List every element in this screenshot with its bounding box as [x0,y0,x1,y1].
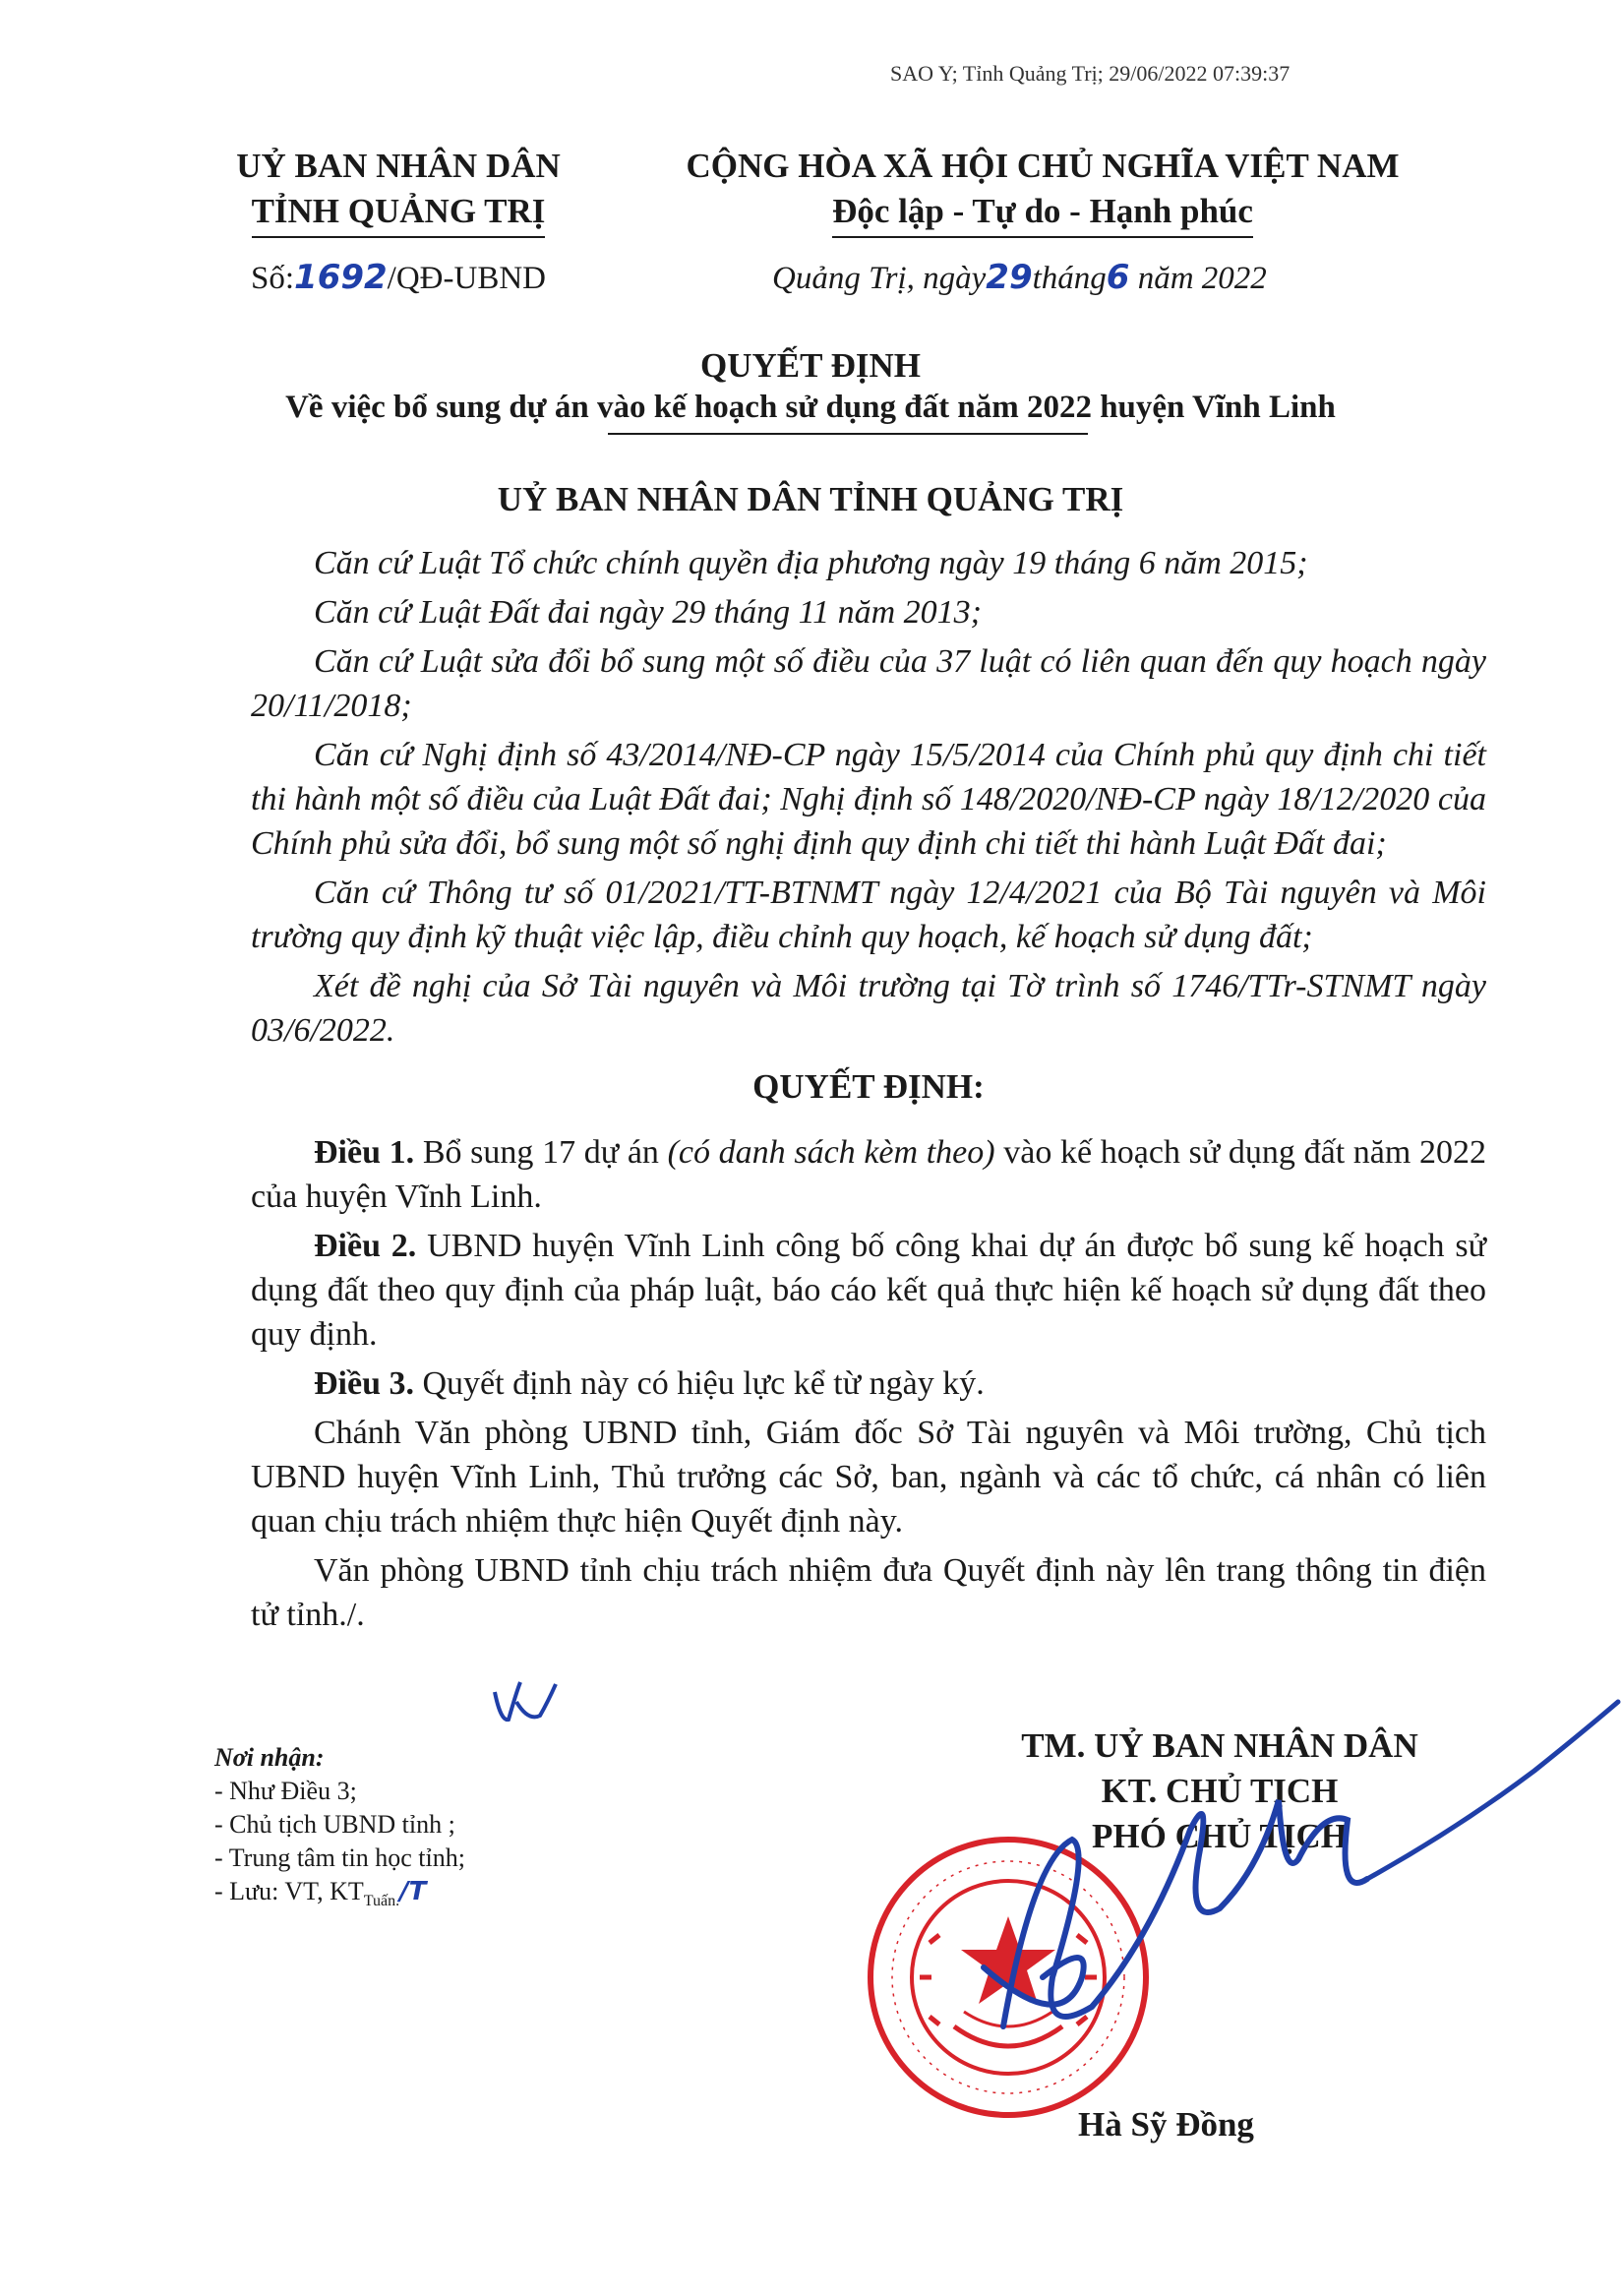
signer-line-1: TM. UỶ BAN NHÂN DÂN [1021,1726,1418,1765]
closing-paragraph: Chánh Văn phòng UBND tỉnh, Giám đốc Sở Tài nguyên và Môi trường, Chủ tịch UBND huyện Vĩnh Linh, Thủ trưởng các Sở, ban, ngành và các tổ chức, cá nhân có liên quan chịu trách nhiệm thực hiện Quyết định này. [251,1415,1486,1540]
recipient-item: - Như Điều 3; [214,1777,357,1805]
legal-basis: Xét đề nghị của Sở Tài nguyên và Môi trường tại Tờ trình số 1746/TTr-STNMT ngày 03/6/2022. [251,968,1486,1049]
article-2-label: Điều 2. [314,1228,417,1264]
date-month-word: tháng [1032,261,1107,296]
national-motto [630,144,1456,238]
legal-basis: Căn cứ Luật sửa đổi bổ sung một số điều của 37 luật có liên quan đến quy hoạch ngày 20/11/2018; [251,643,1486,724]
article-1-text-a: Bổ sung 17 dự án [414,1134,668,1171]
issue-date [772,258,1267,297]
recipient-item: - Chủ tịch UBND tỉnh ; [214,1810,455,1839]
article-3 [251,1361,1486,1406]
signer-line-3: PHÓ CHỦ TỊCH [1092,1817,1348,1855]
signer-line-2: KT. CHỦ TỊCH [1101,1772,1339,1810]
legal-basis: Căn cứ Nghị định số 43/2014/NĐ-CP ngày 15/5/2014 của Chính phủ quy định chi tiết thi hành một số điều của Luật Đất đai; Nghị định số 148/2020/NĐ-CP ngày 18/12/2020 của Chính phủ sửa đổi, bổ sung một số nghị định quy định chi tiết thi hành Luật Đất đai; [251,737,1486,862]
legal-basis: Căn cứ Luật Tổ chức chính quyền địa phương ngày 19 tháng 6 năm 2015; [314,545,1308,581]
article-1-note: (có danh sách kèm theo) [667,1134,995,1171]
agency-line-1: UỶ BAN NHÂN DÂN [236,147,561,185]
subject-underline [608,433,1088,435]
decision-body [251,541,1486,1642]
date-day-handwritten: 29 [986,258,1033,297]
nation-line-1: CỘNG HÒA XÃ HỘI CHỦ NGHĨA VIỆT NAM [686,147,1400,185]
recipient-item: - Lưu: VT, $KT_{Tuấn.}/T$ [214,1877,427,1910]
legal-basis: Căn cứ Luật Đất đai ngày 29 tháng 11 năm 2013; [314,594,983,631]
date-month-handwritten: 6 [1106,258,1130,297]
date-year: năm 2022 [1137,261,1267,296]
article-3-text: Quyết định này có hiệu lực kể từ ngày ký. [414,1365,985,1402]
date-place: Quảng Trị, ngày [772,261,987,296]
issuing-authority: UỶ BAN NHÂN DÂN TỈNH QUẢNG TRỊ [497,480,1124,518]
handwritten-initial [487,1672,575,1731]
recipients-block [214,1741,465,1918]
handwritten-signature [944,1682,1621,2115]
recipient-archive: - Lưu: VT, KT [214,1877,364,1905]
doc-number-prefix: Số: [251,261,295,296]
doc-number-suffix: /QĐ-UBND [387,261,546,296]
signer-name: Hà Sỹ Đồng [1078,2105,1254,2144]
article-3-label: Điều 3. [314,1365,414,1402]
recipients-heading: Nơi nhận: [214,1743,325,1772]
closing-paragraph: Văn phòng UBND tỉnh chịu trách nhiệm đưa Quyết định này lên trang thông tin điện tử tỉnh./. [251,1552,1486,1633]
article-1-label: Điều 1. [314,1134,415,1171]
legal-basis: Căn cứ Thông tư số 01/2021/TT-BTNMT ngày 12/4/2021 của Bộ Tài nguyên và Môi trường quy định kỹ thuật việc lập, điều chỉnh quy hoạch, kế hoạch sử dụng đất; [251,875,1486,955]
copy-certification-note: SAO Y; Tỉnh Quảng Trị; 29/06/2022 07:39:37 [890,61,1291,86]
document-number [251,258,546,297]
doc-number-handwritten: 1692 [294,258,388,297]
article-1-text-b: vào kế hoạch sử dụng đất năm 2022 của huyện Vĩnh Linh. [251,1134,1486,1215]
clerk-initial: Tuấn. [363,1893,400,1910]
issuing-agency [182,144,615,238]
article-2 [251,1224,1486,1357]
article-1 [251,1130,1486,1219]
recipient-item: - Trung tâm tin học tỉnh; [214,1843,465,1872]
agency-line-2: TỈNH QUẢNG TRỊ [252,189,546,238]
decision-subject: Về việc bổ sung dự án vào kế hoạch sử dụng đất năm 2022 huyện Vĩnh Linh [285,390,1336,425]
decide-heading: QUYẾT ĐỊNH: [752,1067,985,1106]
nation-line-2: Độc lập - Tự do - Hạnh phúc [832,189,1253,238]
decision-title: QUYẾT ĐỊNH [700,346,921,385]
article-2-text: UBND huyện Vĩnh Linh công bố công khai dự án được bổ sung kế hoạch sử dụng đất theo quy định của pháp luật, báo cáo kết quả thực hiện kế hoạch sử dụng đất theo quy định. [251,1228,1487,1353]
